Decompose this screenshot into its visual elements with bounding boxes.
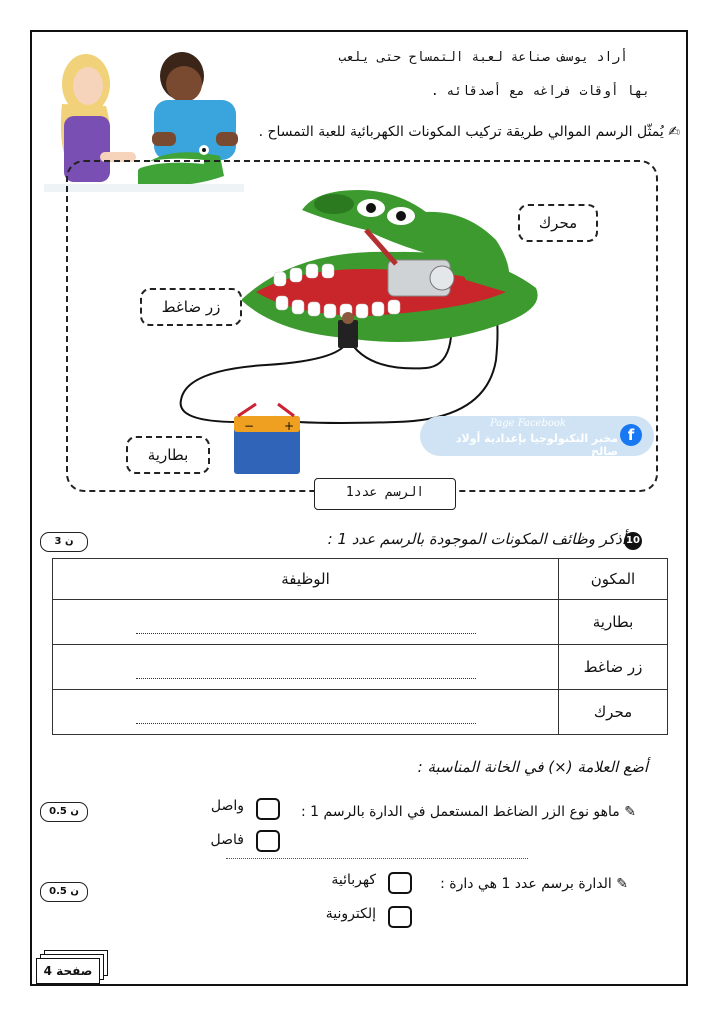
answer-dotted-line — [136, 701, 476, 724]
label-motor: محرك — [518, 204, 598, 242]
answer-cell[interactable] — [53, 690, 559, 735]
answer-dotted-line — [136, 611, 476, 634]
cell-component: بطارية — [559, 600, 668, 645]
label-push-button: زر ضاغط — [140, 288, 242, 326]
intro-line-3 — [259, 124, 680, 140]
svg-text:+: + — [284, 419, 295, 433]
answer-cell[interactable] — [53, 600, 559, 645]
checkbox-electrical[interactable] — [388, 872, 412, 894]
intro-line-2: بها أوقات فراغه مع أصدقائه . — [430, 84, 650, 99]
answer-cell[interactable] — [53, 645, 559, 690]
checkbox-breaking[interactable] — [256, 830, 280, 852]
question-2-instruction: أضع العلامة (×) في الخانة المناسبة : — [417, 758, 648, 776]
header-function: الوظيفة — [53, 559, 559, 600]
option-breaking-label: فاصل — [210, 832, 244, 848]
score-badge-q2a: 0.5 ن — [40, 802, 88, 822]
header-component: المكون — [559, 559, 668, 600]
answer-dotted-line — [136, 656, 476, 679]
question-1-text: أذكر وظائف المكونات الموجودة بالرسم عدد 1 : — [327, 530, 626, 548]
checkbox-connecting[interactable] — [256, 798, 280, 820]
cell-component: زر ضاغط — [559, 645, 668, 690]
facebook-page-label: Page Facebook — [490, 418, 566, 429]
checkbox-electronic[interactable] — [388, 906, 412, 928]
question-2a-text: ماهو نوع الزر الضاغط المستعمل في الدارة بالرسم 1 : — [300, 804, 620, 820]
diagram-caption: الرسم عدد1 — [314, 478, 456, 510]
facebook-icon: f — [620, 424, 642, 446]
question-2a — [301, 804, 636, 820]
table-row — [53, 690, 668, 735]
question-number-badge: 10 — [624, 532, 642, 550]
components-table — [52, 558, 668, 735]
pencil-icon: ✎ — [616, 876, 628, 892]
dotted-separator — [226, 858, 528, 859]
option-electrical-label: كهربائية — [331, 872, 376, 888]
writing-hand-icon: ✍ — [668, 124, 680, 140]
svg-text:−: − — [244, 419, 255, 433]
intro-line-1: أراد يوسف صناعة لعبة التمساح حتى يلعب — [338, 50, 628, 65]
intro-line-3-text: يُمثّل الرسم الموالي طريقة تركيب المكونات الكهربائية للعبة التمساح . — [258, 124, 664, 140]
question-2b-text: الدارة برسم عدد 1 هي دارة : — [440, 876, 612, 892]
facebook-page-name: مخبر التكنولوجيا بإعدادية أولاد صالح — [455, 432, 618, 458]
table-row — [53, 645, 668, 690]
score-badge-q2b: 0.5 ن — [40, 882, 88, 902]
page-number: صفحة 4 — [36, 958, 100, 984]
option-electronic-label: إلكترونية — [325, 906, 376, 922]
option-connecting-label: واصل — [210, 798, 244, 814]
pencil-icon: ✎ — [624, 804, 636, 820]
score-badge-q1: 3 ن — [40, 532, 88, 552]
label-battery: بطارية — [126, 436, 210, 474]
cell-component: محرك — [559, 690, 668, 735]
table-row — [53, 600, 668, 645]
question-2b — [440, 876, 628, 892]
table-header-row — [53, 559, 668, 600]
